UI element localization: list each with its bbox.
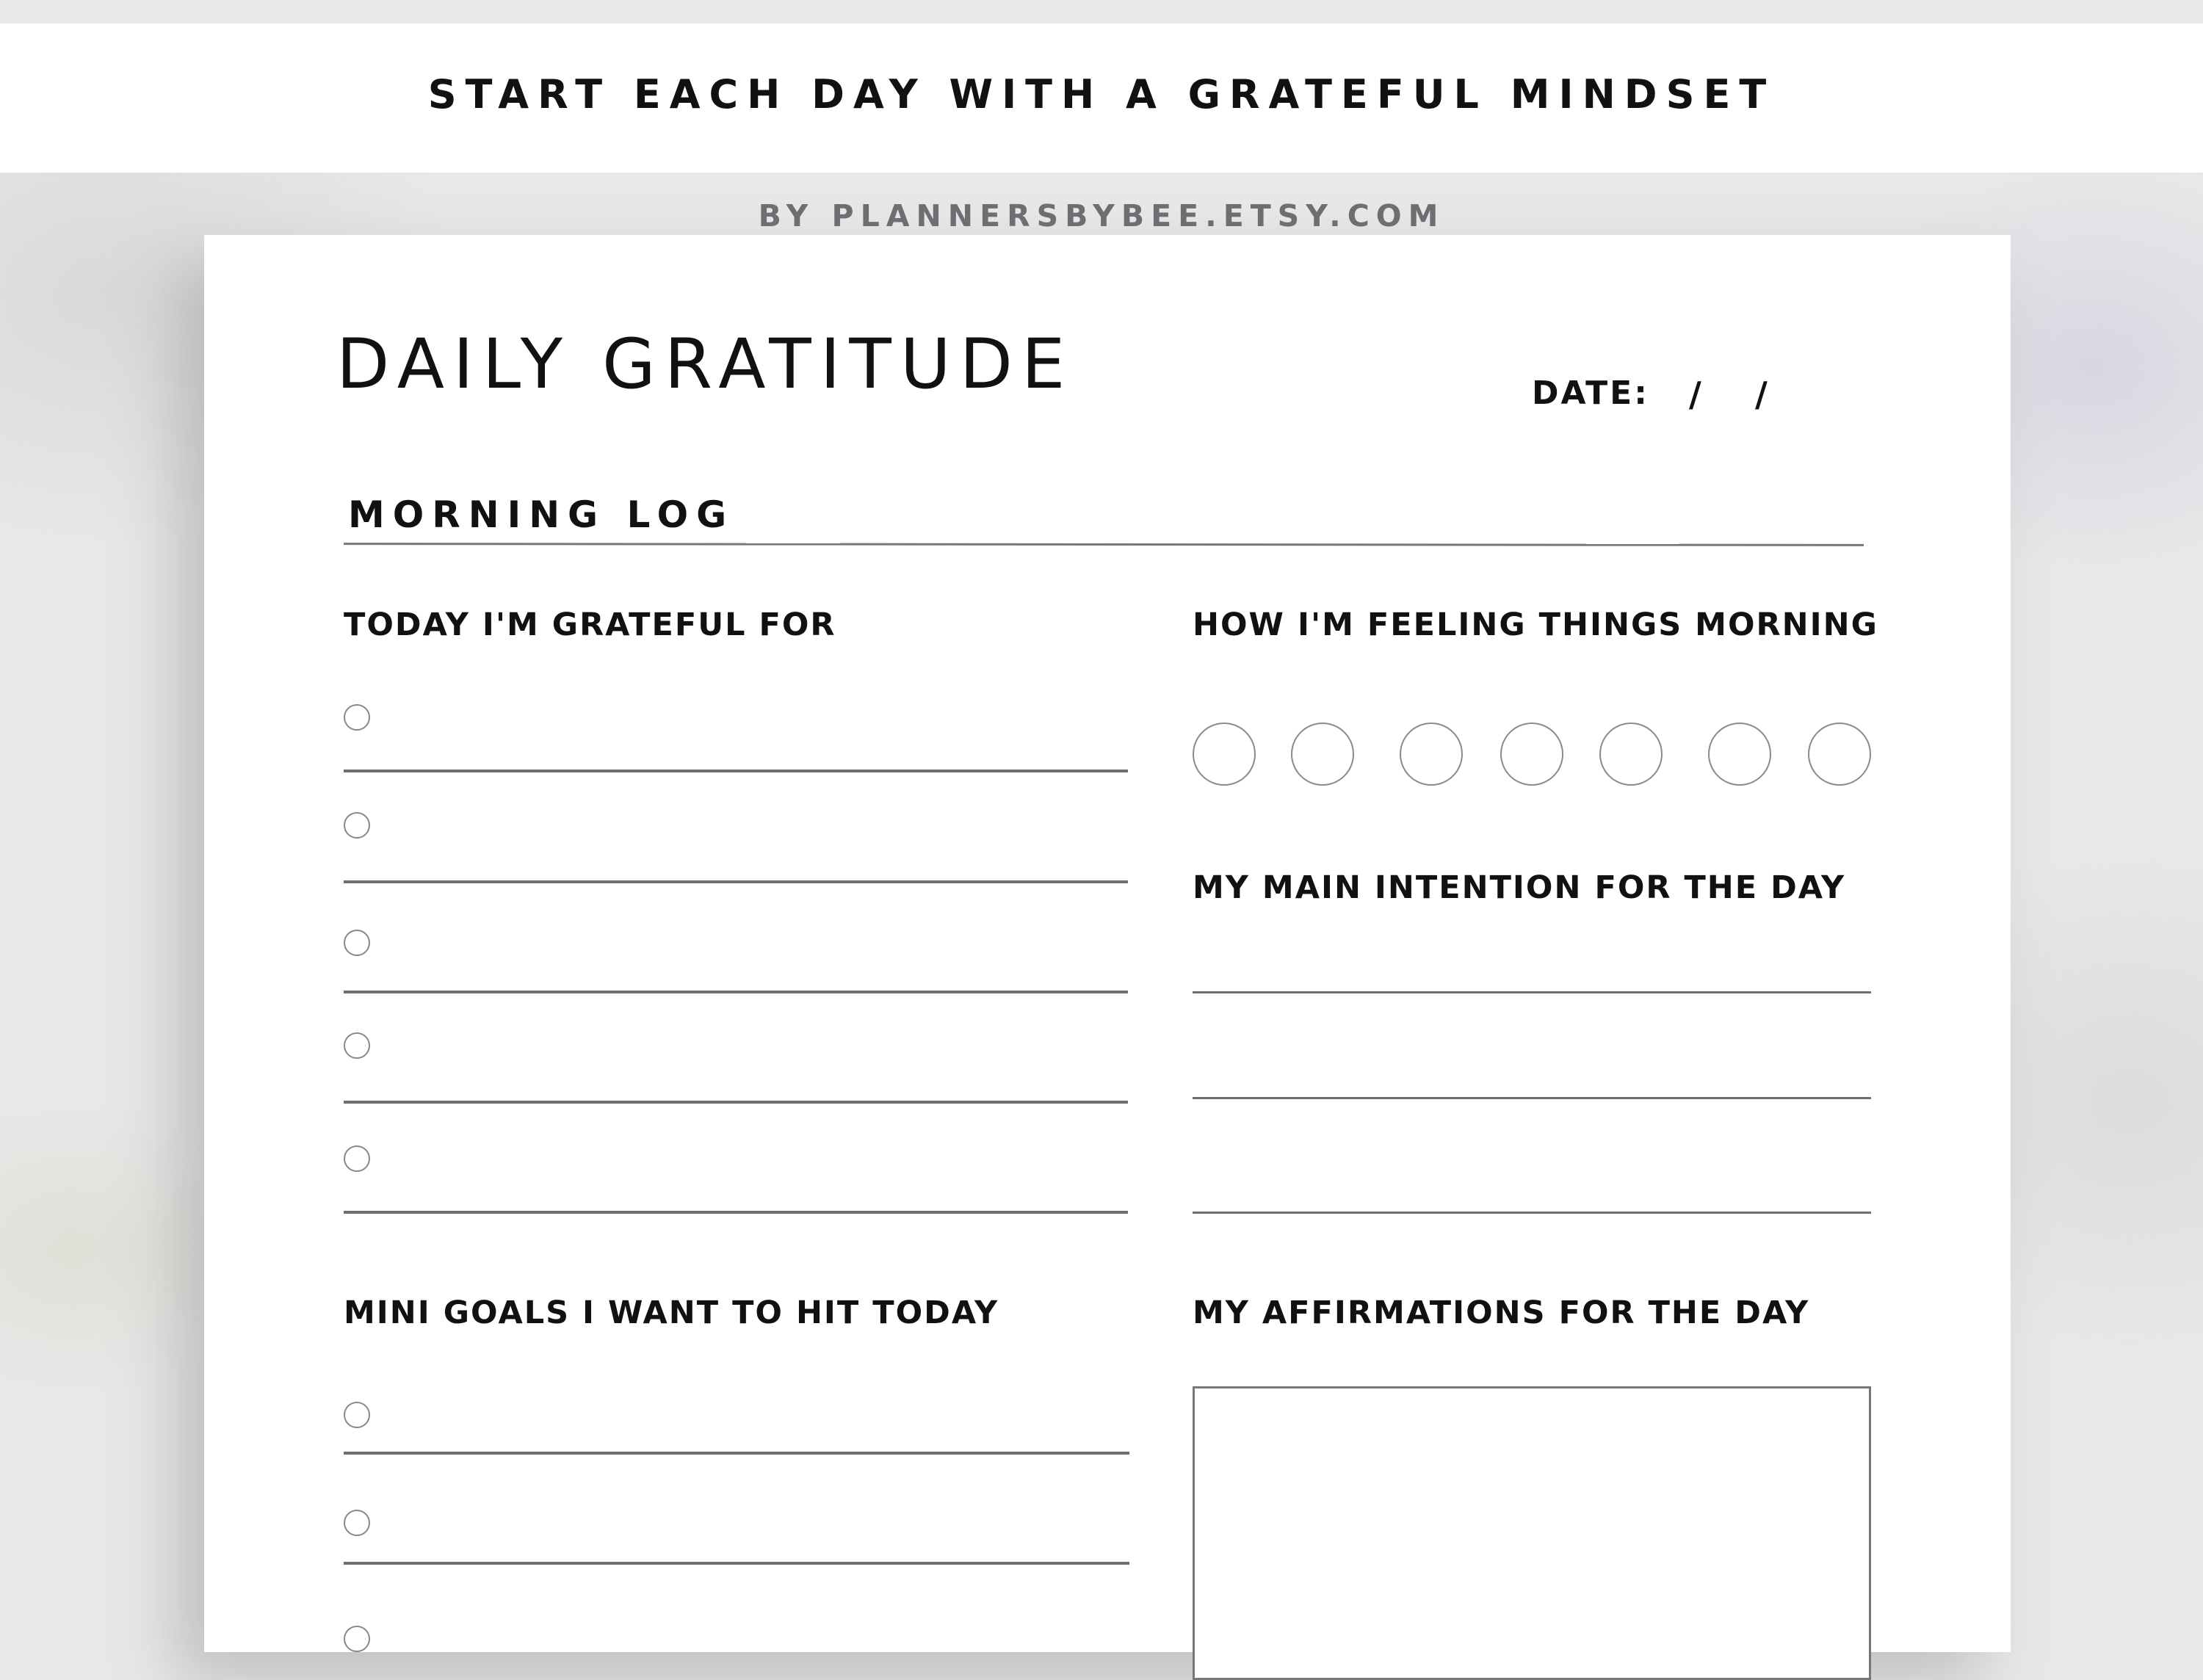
grateful-checkbox[interactable] bbox=[344, 704, 370, 731]
grateful-line[interactable] bbox=[344, 991, 1128, 993]
mood-circle[interactable] bbox=[1599, 723, 1663, 786]
grateful-heading: TODAY I'M GRATEFUL FOR bbox=[344, 607, 836, 643]
goal-line[interactable] bbox=[344, 1562, 1129, 1565]
mood-circle[interactable] bbox=[1708, 723, 1771, 786]
affirmations-box[interactable] bbox=[1193, 1386, 1871, 1680]
date-separator: / bbox=[1755, 374, 1768, 414]
grateful-checkbox[interactable] bbox=[344, 812, 370, 839]
grateful-checkbox[interactable] bbox=[344, 930, 370, 956]
intention-heading: MY MAIN INTENTION FOR THE DAY bbox=[1193, 869, 1846, 906]
goals-heading: MINI GOALS I WANT TO HIT TODAY bbox=[344, 1295, 999, 1331]
top-banner bbox=[0, 23, 2203, 173]
mood-circle[interactable] bbox=[1500, 723, 1563, 786]
grateful-line[interactable] bbox=[344, 1211, 1128, 1214]
mood-circle[interactable] bbox=[1291, 723, 1354, 786]
mood-circle[interactable] bbox=[1400, 723, 1463, 786]
byline: BY PLANNERSBYBEE.ETSY.COM bbox=[758, 198, 1445, 233]
date-separator: / bbox=[1689, 374, 1701, 414]
mood-circle[interactable] bbox=[1193, 723, 1256, 786]
grateful-checkbox[interactable] bbox=[344, 1145, 370, 1172]
intention-line[interactable] bbox=[1193, 1212, 1871, 1214]
goal-checkbox[interactable] bbox=[344, 1626, 370, 1652]
goal-checkbox[interactable] bbox=[344, 1402, 370, 1428]
planner-sheet bbox=[204, 235, 2011, 1652]
page-title: DAILY GRATITUDE bbox=[336, 325, 1074, 405]
grateful-line[interactable] bbox=[344, 880, 1128, 883]
intention-line[interactable] bbox=[1193, 991, 1871, 993]
section-title: MORNING LOG bbox=[348, 493, 735, 536]
grateful-line[interactable] bbox=[344, 1101, 1128, 1104]
affirmations-heading: MY AFFIRMATIONS FOR THE DAY bbox=[1193, 1295, 1810, 1331]
grateful-checkbox[interactable] bbox=[344, 1032, 370, 1059]
goal-checkbox[interactable] bbox=[344, 1510, 370, 1536]
section-divider bbox=[344, 543, 1864, 546]
date-label: DATE: bbox=[1532, 374, 1649, 412]
banner-title: START EACH DAY WITH A GRATEFUL MINDSET bbox=[427, 71, 1776, 117]
goal-line[interactable] bbox=[344, 1452, 1129, 1455]
mood-circle[interactable] bbox=[1808, 723, 1871, 786]
grateful-line[interactable] bbox=[344, 770, 1128, 772]
feeling-heading: HOW I'M FEELING THINGS MORNING bbox=[1193, 607, 1878, 643]
intention-line[interactable] bbox=[1193, 1097, 1871, 1099]
